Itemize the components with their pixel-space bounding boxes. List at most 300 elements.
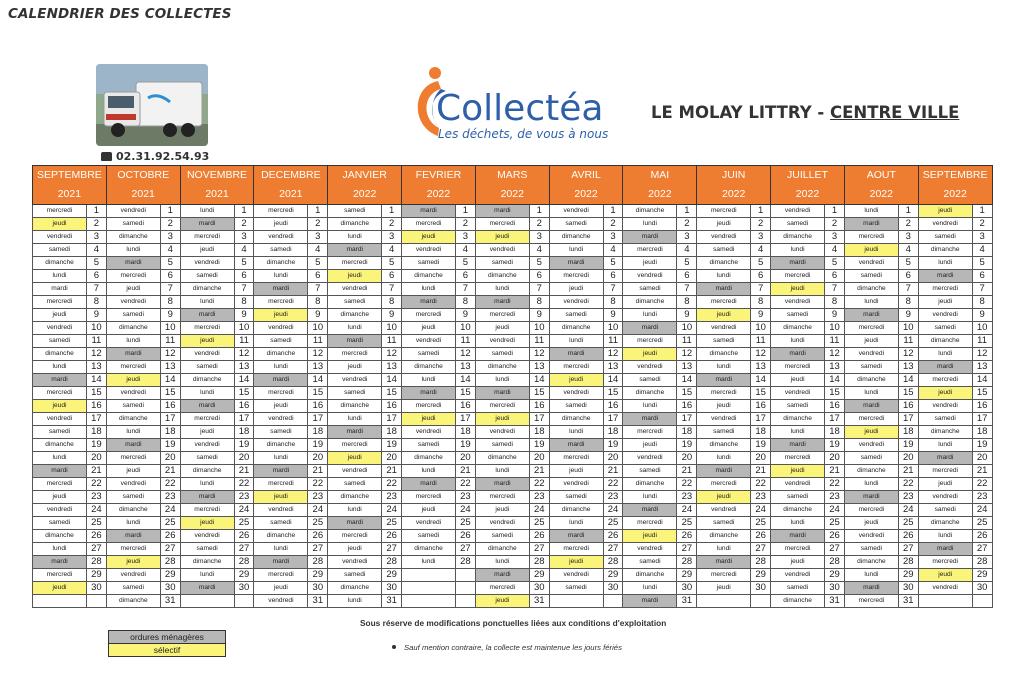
day-name: jeudi xyxy=(918,478,972,491)
day-name: vendredi xyxy=(697,322,751,335)
day-number: 31 xyxy=(677,595,697,608)
day-name: lundi xyxy=(844,478,898,491)
day-name: lundi xyxy=(180,205,234,218)
day-name: samedi xyxy=(106,309,160,322)
day-number: 19 xyxy=(160,439,180,452)
day-number: 17 xyxy=(160,413,180,426)
day-number: 18 xyxy=(825,426,845,439)
day-name: samedi xyxy=(475,439,529,452)
day-number: 20 xyxy=(382,452,402,465)
day-name: dimanche xyxy=(475,270,529,283)
day-number: 13 xyxy=(160,361,180,374)
day-name: dimanche xyxy=(844,283,898,296)
day-name: lundi xyxy=(623,309,677,322)
day-name: samedi xyxy=(33,335,87,348)
day-name: samedi xyxy=(180,543,234,556)
day-number: 9 xyxy=(603,309,623,322)
day-number: 23 xyxy=(308,491,328,504)
day-name: lundi xyxy=(106,426,160,439)
legend xyxy=(108,630,226,657)
day-name: vendredi xyxy=(475,517,529,530)
day-name: mercredi xyxy=(475,491,529,504)
day-number: 23 xyxy=(234,491,254,504)
day-number: 29 xyxy=(308,569,328,582)
day-name: mercredi xyxy=(549,270,603,283)
day-name: mardi xyxy=(402,387,456,400)
calendar-row xyxy=(33,491,993,504)
day-number: 16 xyxy=(160,400,180,413)
month-year: 2022 xyxy=(721,188,746,200)
day-name: mercredi xyxy=(328,530,382,543)
day-number: 1 xyxy=(603,205,623,218)
day-name: mardi xyxy=(844,491,898,504)
month-label: SEPTEMBRE xyxy=(37,169,102,181)
day-name: dimanche xyxy=(697,257,751,270)
day-name: mercredi xyxy=(33,387,87,400)
day-number: 27 xyxy=(603,543,623,556)
day-name: mardi xyxy=(623,413,677,426)
day-name: mardi xyxy=(623,504,677,517)
day-name: samedi xyxy=(106,400,160,413)
calendar-row xyxy=(33,387,993,400)
day-name: dimanche xyxy=(771,413,825,426)
day-name: jeudi xyxy=(180,517,234,530)
day-number: 26 xyxy=(603,530,623,543)
day-name: vendredi xyxy=(180,439,234,452)
day-name: lundi xyxy=(33,452,87,465)
commune-name xyxy=(651,103,959,122)
day-name: mardi xyxy=(549,348,603,361)
day-number: 17 xyxy=(972,413,992,426)
day-name: mercredi xyxy=(33,296,87,309)
day-name: jeudi xyxy=(549,283,603,296)
day-name: lundi xyxy=(328,231,382,244)
day-name: mercredi xyxy=(402,491,456,504)
day-number: 14 xyxy=(308,374,328,387)
day-number: 6 xyxy=(308,270,328,283)
day-name: mardi xyxy=(549,439,603,452)
day-number: 29 xyxy=(603,569,623,582)
day-name: vendredi xyxy=(918,491,972,504)
day-number: 24 xyxy=(972,504,992,517)
day-number: 12 xyxy=(87,348,107,361)
day-number: 14 xyxy=(382,374,402,387)
day-number: 19 xyxy=(825,439,845,452)
day-name: mardi xyxy=(254,465,308,478)
day-name: lundi xyxy=(771,244,825,257)
day-name: lundi xyxy=(697,270,751,283)
calendar-row xyxy=(33,426,993,439)
day-name: lundi xyxy=(180,387,234,400)
day-name: mardi xyxy=(475,205,529,218)
day-number: 3 xyxy=(825,231,845,244)
day-number: 22 xyxy=(87,478,107,491)
month-header xyxy=(106,166,180,205)
day-number: 2 xyxy=(529,218,549,231)
day-number: 17 xyxy=(751,413,771,426)
day-number: 18 xyxy=(382,426,402,439)
calendar-row xyxy=(33,582,993,595)
day-number: 10 xyxy=(677,322,697,335)
empty-cell xyxy=(603,595,623,608)
day-number: 24 xyxy=(529,504,549,517)
day-number: 14 xyxy=(87,374,107,387)
day-name: jeudi xyxy=(328,543,382,556)
day-name: jeudi xyxy=(402,231,456,244)
day-name: jeudi xyxy=(549,374,603,387)
day-name: jeudi xyxy=(475,322,529,335)
day-name: lundi xyxy=(844,569,898,582)
day-name: vendredi xyxy=(254,322,308,335)
day-name: lundi xyxy=(180,569,234,582)
day-name: mercredi xyxy=(844,413,898,426)
day-name: dimanche xyxy=(697,530,751,543)
day-number: 2 xyxy=(87,218,107,231)
day-number: 19 xyxy=(382,439,402,452)
day-name: mercredi xyxy=(697,296,751,309)
day-name: jeudi xyxy=(475,595,529,608)
day-number: 4 xyxy=(751,244,771,257)
day-name: mercredi xyxy=(328,439,382,452)
day-name: mercredi xyxy=(771,543,825,556)
day-number: 30 xyxy=(308,582,328,595)
day-number: 11 xyxy=(751,335,771,348)
month-year: 2022 xyxy=(943,188,967,200)
day-number: 23 xyxy=(751,491,771,504)
day-number: 29 xyxy=(677,569,697,582)
empty-cell xyxy=(33,595,87,608)
day-number: 21 xyxy=(529,465,549,478)
day-name: vendredi xyxy=(771,296,825,309)
day-name: mardi xyxy=(697,556,751,569)
empty-cell xyxy=(234,595,254,608)
day-number: 5 xyxy=(308,257,328,270)
day-number: 30 xyxy=(677,582,697,595)
day-number: 23 xyxy=(160,491,180,504)
day-name: dimanche xyxy=(697,348,751,361)
day-number: 29 xyxy=(898,569,918,582)
day-number: 26 xyxy=(972,530,992,543)
day-number: 11 xyxy=(825,335,845,348)
day-name: mardi xyxy=(549,257,603,270)
day-name: mercredi xyxy=(697,387,751,400)
day-name: jeudi xyxy=(697,218,751,231)
day-number: 26 xyxy=(898,530,918,543)
day-number: 25 xyxy=(456,517,476,530)
calendar-row xyxy=(33,335,993,348)
day-number: 10 xyxy=(382,322,402,335)
day-number: 28 xyxy=(382,556,402,569)
day-number: 21 xyxy=(308,465,328,478)
day-number: 10 xyxy=(603,322,623,335)
day-name: samedi xyxy=(549,218,603,231)
day-name: mercredi xyxy=(254,205,308,218)
day-name: vendredi xyxy=(402,426,456,439)
day-name: samedi xyxy=(918,322,972,335)
calendar-row xyxy=(33,205,993,218)
truck-photo xyxy=(96,64,208,146)
day-number: 2 xyxy=(677,218,697,231)
day-number: 10 xyxy=(87,322,107,335)
day-number: 3 xyxy=(456,231,476,244)
logo-wordmark: Collectéa xyxy=(436,88,604,129)
day-name: lundi xyxy=(844,387,898,400)
day-name: vendredi xyxy=(106,205,160,218)
day-number: 10 xyxy=(529,322,549,335)
calendar-row xyxy=(33,556,993,569)
day-name: mercredi xyxy=(918,465,972,478)
day-name: mercredi xyxy=(328,257,382,270)
day-number: 3 xyxy=(87,231,107,244)
day-number: 30 xyxy=(529,582,549,595)
day-name: dimanche xyxy=(328,400,382,413)
day-number: 16 xyxy=(456,400,476,413)
day-name: mardi xyxy=(254,374,308,387)
day-name: mardi xyxy=(475,387,529,400)
day-name: mercredi xyxy=(475,218,529,231)
day-number: 29 xyxy=(234,569,254,582)
day-number: 30 xyxy=(972,582,992,595)
month-header xyxy=(180,166,254,205)
day-name: vendredi xyxy=(402,335,456,348)
day-number: 4 xyxy=(234,244,254,257)
day-number: 31 xyxy=(160,595,180,608)
day-name: mercredi xyxy=(180,504,234,517)
day-name: lundi xyxy=(254,452,308,465)
day-number: 10 xyxy=(308,322,328,335)
day-number: 3 xyxy=(751,231,771,244)
day-name: lundi xyxy=(697,543,751,556)
day-name: mardi xyxy=(918,270,972,283)
day-number: 18 xyxy=(234,426,254,439)
day-name: lundi xyxy=(254,270,308,283)
day-number: 15 xyxy=(456,387,476,400)
day-number: 17 xyxy=(87,413,107,426)
month-label: JUILLET xyxy=(787,169,828,181)
day-number: 27 xyxy=(456,543,476,556)
day-number: 23 xyxy=(677,491,697,504)
day-name: jeudi xyxy=(254,400,308,413)
day-name: lundi xyxy=(106,335,160,348)
day-name: jeudi xyxy=(549,556,603,569)
day-number: 15 xyxy=(677,387,697,400)
day-name: samedi xyxy=(328,296,382,309)
day-number: 19 xyxy=(308,439,328,452)
day-number: 4 xyxy=(677,244,697,257)
day-name: jeudi xyxy=(771,374,825,387)
day-number: 15 xyxy=(234,387,254,400)
month-header xyxy=(475,166,549,205)
day-name: lundi xyxy=(771,335,825,348)
day-name: jeudi xyxy=(328,452,382,465)
day-number: 5 xyxy=(898,257,918,270)
day-number: 20 xyxy=(972,452,992,465)
day-name: mercredi xyxy=(771,361,825,374)
day-number: 7 xyxy=(87,283,107,296)
month-label: FEVRIER xyxy=(415,169,462,181)
day-number: 27 xyxy=(160,543,180,556)
day-number: 9 xyxy=(456,309,476,322)
month-label: NOVEMBRE xyxy=(186,169,248,181)
day-name: vendredi xyxy=(549,296,603,309)
day-name: jeudi xyxy=(106,465,160,478)
day-name: vendredi xyxy=(844,257,898,270)
logo-tagline: Les déchets, de vous à nous xyxy=(438,127,609,141)
day-name: samedi xyxy=(771,309,825,322)
day-number: 24 xyxy=(677,504,697,517)
day-name: mercredi xyxy=(475,309,529,322)
day-number: 9 xyxy=(382,309,402,322)
day-number: 12 xyxy=(234,348,254,361)
month-year: 2022 xyxy=(795,188,820,200)
day-number: 2 xyxy=(160,218,180,231)
day-name: mardi xyxy=(549,530,603,543)
day-name: lundi xyxy=(254,361,308,374)
day-name: vendredi xyxy=(771,387,825,400)
day-name: jeudi xyxy=(328,361,382,374)
day-name: dimanche xyxy=(475,452,529,465)
day-number: 30 xyxy=(87,582,107,595)
day-number: 11 xyxy=(456,335,476,348)
day-name: mercredi xyxy=(918,374,972,387)
month-header xyxy=(549,166,623,205)
day-number: 24 xyxy=(751,504,771,517)
day-name: jeudi xyxy=(844,244,898,257)
month-label: DECEMBRE xyxy=(261,169,321,181)
day-number: 27 xyxy=(825,543,845,556)
day-number: 18 xyxy=(677,426,697,439)
day-name: lundi xyxy=(844,296,898,309)
day-number: 18 xyxy=(456,426,476,439)
day-name: jeudi xyxy=(180,335,234,348)
day-number: 22 xyxy=(529,478,549,491)
day-name: samedi xyxy=(918,231,972,244)
day-number: 13 xyxy=(825,361,845,374)
day-name: mercredi xyxy=(33,205,87,218)
day-name: jeudi xyxy=(254,309,308,322)
collection-calendar xyxy=(32,165,993,608)
day-number: 8 xyxy=(603,296,623,309)
day-name: samedi xyxy=(328,478,382,491)
day-name: mercredi xyxy=(771,452,825,465)
day-number: 6 xyxy=(898,270,918,283)
day-number: 1 xyxy=(160,205,180,218)
day-name: mercredi xyxy=(549,543,603,556)
day-name: mercredi xyxy=(623,517,677,530)
day-name: vendredi xyxy=(918,400,972,413)
day-name: mercredi xyxy=(402,400,456,413)
day-name: dimanche xyxy=(844,556,898,569)
day-number: 8 xyxy=(751,296,771,309)
day-number: 20 xyxy=(898,452,918,465)
day-name: mardi xyxy=(180,218,234,231)
day-number: 22 xyxy=(308,478,328,491)
day-name: mardi xyxy=(106,439,160,452)
day-name: dimanche xyxy=(402,452,456,465)
day-number: 2 xyxy=(308,218,328,231)
day-name: samedi xyxy=(33,426,87,439)
day-name: vendredi xyxy=(402,517,456,530)
day-name: mercredi xyxy=(402,218,456,231)
empty-cell xyxy=(402,582,456,595)
day-name: samedi xyxy=(918,413,972,426)
day-number: 17 xyxy=(382,413,402,426)
day-name: dimanche xyxy=(254,257,308,270)
day-number: 26 xyxy=(677,530,697,543)
day-name: dimanche xyxy=(623,478,677,491)
day-number: 4 xyxy=(825,244,845,257)
day-name: mercredi xyxy=(106,543,160,556)
day-number: 3 xyxy=(677,231,697,244)
day-name: samedi xyxy=(771,218,825,231)
day-number: 5 xyxy=(529,257,549,270)
month-year: 2022 xyxy=(648,188,672,200)
day-name: mardi xyxy=(771,530,825,543)
day-name: samedi xyxy=(402,348,456,361)
day-number: 31 xyxy=(529,595,549,608)
day-name: mardi xyxy=(918,543,972,556)
day-name: mardi xyxy=(33,374,87,387)
day-name: samedi xyxy=(844,543,898,556)
day-number: 10 xyxy=(898,322,918,335)
day-number: 15 xyxy=(751,387,771,400)
day-number: 15 xyxy=(87,387,107,400)
day-name: samedi xyxy=(475,530,529,543)
day-name: vendredi xyxy=(549,478,603,491)
day-name: vendredi xyxy=(623,452,677,465)
day-number: 30 xyxy=(603,582,623,595)
day-name: mardi xyxy=(106,257,160,270)
day-number: 3 xyxy=(972,231,992,244)
day-name: mercredi xyxy=(844,231,898,244)
day-number: 6 xyxy=(677,270,697,283)
day-number: 15 xyxy=(825,387,845,400)
day-number: 19 xyxy=(603,439,623,452)
day-name: mercredi xyxy=(254,387,308,400)
day-name: mardi xyxy=(844,309,898,322)
calendar-row xyxy=(33,218,993,231)
day-number: 23 xyxy=(382,491,402,504)
day-name: lundi xyxy=(33,270,87,283)
day-name: vendredi xyxy=(918,309,972,322)
day-name: vendredi xyxy=(549,569,603,582)
day-name: samedi xyxy=(328,387,382,400)
day-number: 12 xyxy=(603,348,623,361)
day-number: 30 xyxy=(825,582,845,595)
month-label: AVRIL xyxy=(571,169,601,181)
day-number: 16 xyxy=(825,400,845,413)
day-name: mardi xyxy=(697,374,751,387)
day-name: dimanche xyxy=(106,231,160,244)
day-number: 4 xyxy=(603,244,623,257)
day-name: vendredi xyxy=(106,478,160,491)
day-name: mercredi xyxy=(549,361,603,374)
day-name: dimanche xyxy=(697,439,751,452)
day-number: 27 xyxy=(751,543,771,556)
day-name: dimanche xyxy=(180,374,234,387)
day-name: vendredi xyxy=(549,205,603,218)
day-number: 11 xyxy=(382,335,402,348)
month-year: 2022 xyxy=(869,188,893,200)
day-number: 12 xyxy=(529,348,549,361)
day-name: jeudi xyxy=(844,335,898,348)
day-name: jeudi xyxy=(106,374,160,387)
day-name: samedi xyxy=(623,556,677,569)
day-number: 25 xyxy=(308,517,328,530)
day-name: vendredi xyxy=(106,569,160,582)
day-number: 29 xyxy=(751,569,771,582)
day-number: 8 xyxy=(898,296,918,309)
